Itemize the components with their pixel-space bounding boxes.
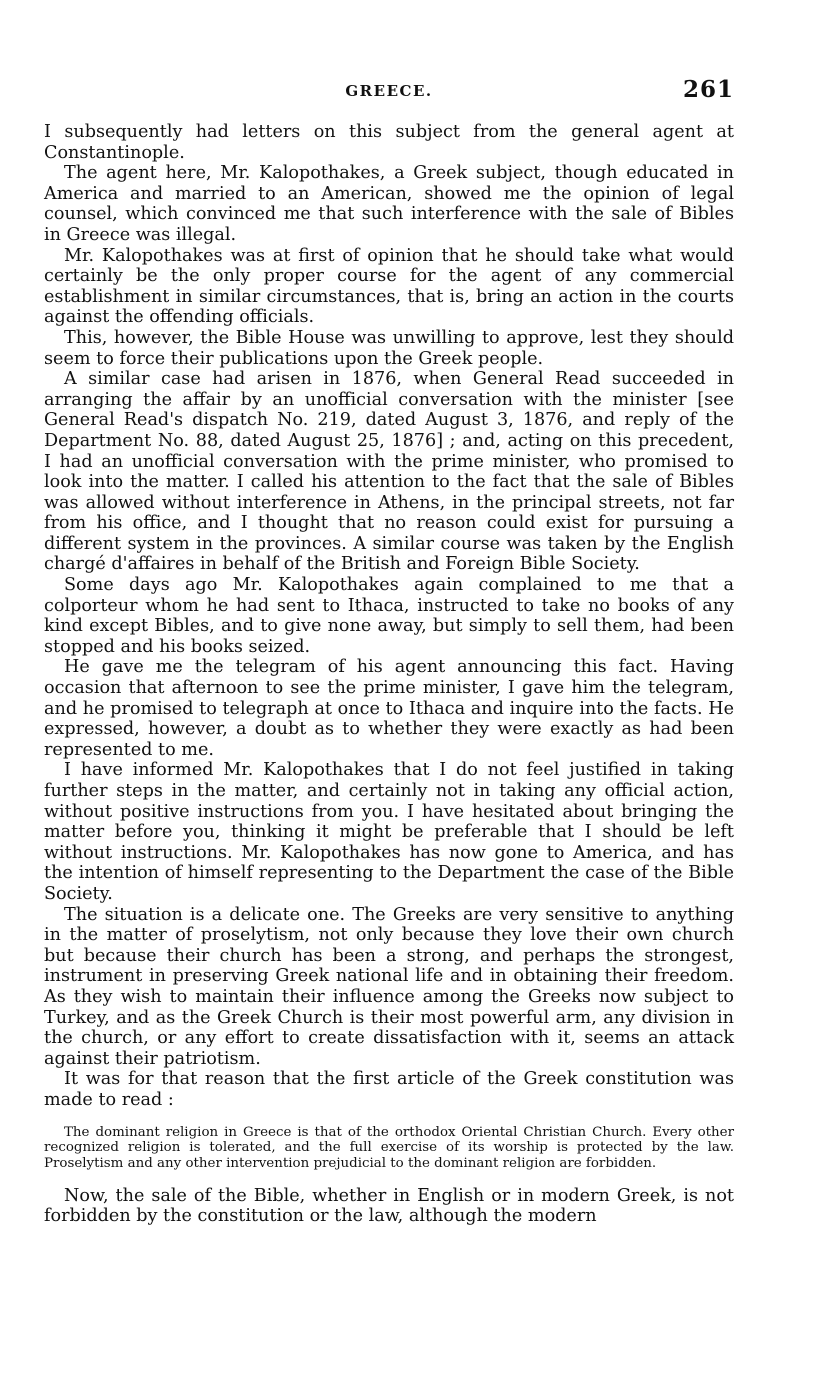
paragraph: I subsequently had letters on this subject from the general agent at Constantinople. <box>44 122 734 163</box>
document-page <box>44 76 734 1227</box>
quote-text: The dominant religion in Greece is that of the orthodox Oriental Christian Church. Every other recognized religion is tolerated, and the full exercise of its worship is protected by the law. Proselytism and any other intervention prejudicial to the dominant religion are forbidden. <box>44 1124 734 1172</box>
paragraph: The situation is a delicate one. The Greeks are very sensitive to anything in the matter of proselytism, not only because they love their own church but because their church has been a strong, and perhaps the strongest, instrument in preserving Greek national life and in obtaining their freedom. As they wish to maintain their influence among the Greeks now subject to Turkey, and as the Greek Church is their most powerful arm, any division in the church, or any effort to create dissatisfaction with it, seems an attack against their patriotism. <box>44 904 734 1069</box>
paragraph: This, however, the Bible House was unwilling to approve, lest they should seem to force their publications upon the Greek people. <box>44 327 734 369</box>
paragraph: I have informed Mr. Kalopothakes that I do not feel justified in taking further steps in the matter, and certainly not in taking any official action, without positive instructions from you. I have hesitated about bringing the matter before you, thinking it might be preferable that I should be left without instructions. Mr. Kalopothakes has now gone to America, and has the intention of himself representing to the Department the case of the Bible Society. <box>44 760 734 904</box>
paragraph: He gave me the telegram of his agent announcing this fact. Having occasion that afternoon to see the prime minister, I gave him the telegram, and he promised to telegraph at once to Ithaca and inquire into the facts. He expressed, however, a doubt as to whether they were exactly as had been represented to me. <box>44 657 734 760</box>
paragraph: Mr. Kalopothakes was at first of opinion that he should take what would certainly be the only proper course for the agent of any commercial establishment in similar circumstances, that is, bring an action in the courts against the offending officials. <box>44 245 734 328</box>
paragraph: A similar case had arisen in 1876, when General Read succeeded in arranging the affair by an unofficial conversation with the minister [see General Read's dispatch No. 219, dated August 3, 1876, and reply of the Department No. 88, dated August 25, 1876] ; and, acting on this precedent, I had an unofficial conversation with the prime minister, who promised to look into the matter. I called his attention to the fact that the sale of Bibles was allowed without interference in Athens, in the principal streets, not far from his office, and I thought that no reason could exist for pursuing a different system in the provinces. A similar course was taken by the English chargé d'affaires in behalf of the British and Foreign Bible Society. <box>44 369 734 575</box>
paragraph: Some days ago Mr. Kalopothakes again complained to me that a colporteur whom he had sent to Ithaca, instructed to take no books of any kind except Bibles, and to give none away, but simply to sell them, had been stopped and his books seized. <box>44 575 734 657</box>
paragraph: It was for that reason that the first article of the Greek constitution was made to read : <box>44 1069 734 1110</box>
running-head <box>44 76 734 106</box>
page-number: 261 <box>682 76 734 103</box>
body-text <box>44 122 734 1111</box>
final-paragraph: Now, the sale of the Bible, whether in English or in modern Greek, is not forbidden by the constitution or the law, although the modern <box>44 1185 734 1227</box>
paragraph: The agent here, Mr. Kalopothakes, a Greek subject, though educated in America and married to an American, showed me the opinion of legal counsel, which convinced me that such interference with the sale of Bibles in Greece was illegal. <box>44 163 734 245</box>
constitution-quote <box>44 1125 734 1172</box>
running-title: GREECE. <box>345 82 433 100</box>
